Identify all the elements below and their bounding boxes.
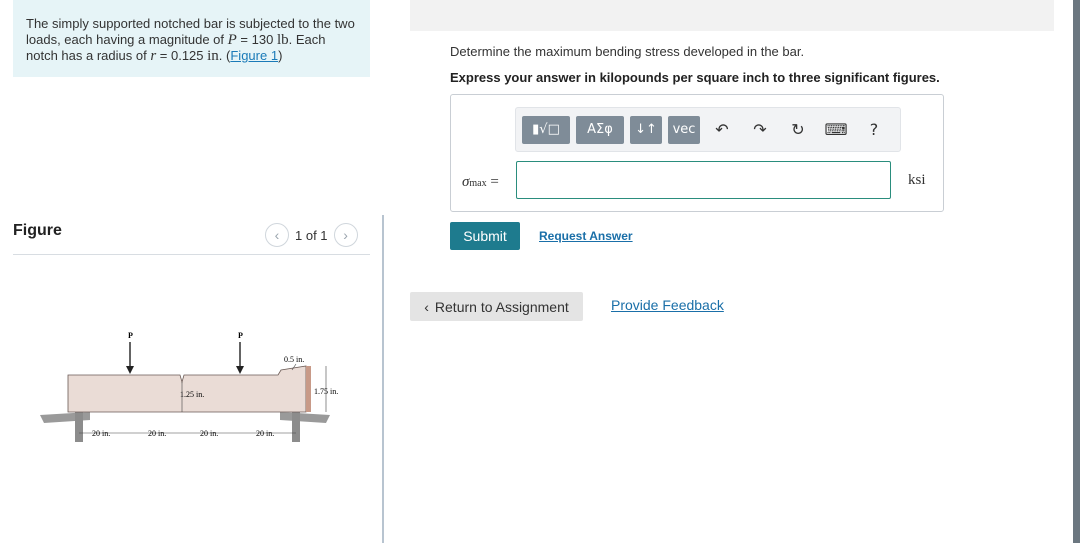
sigma-symbol: σ xyxy=(462,174,470,190)
scrollbar[interactable] xyxy=(1073,0,1080,543)
panel-divider xyxy=(382,215,384,543)
request-answer-link[interactable]: Request Answer xyxy=(539,229,633,243)
r-symbol: r xyxy=(150,48,157,64)
chevron-left-icon: ‹ xyxy=(424,298,429,315)
chevron-left-icon[interactable]: ‹ xyxy=(265,223,289,247)
page-indicator: 1 of 1 xyxy=(295,227,328,243)
span-label-2: 20 in. xyxy=(148,429,167,438)
vec-button[interactable]: vec xyxy=(668,116,700,144)
equals-sign: = xyxy=(486,174,499,190)
p-unit: lb xyxy=(276,32,289,48)
load-arrowhead-2 xyxy=(236,366,244,374)
span-label-3: 20 in. xyxy=(200,429,219,438)
question-prompt: Determine the maximum bending stress developed in the bar. xyxy=(450,44,805,59)
answer-box xyxy=(450,94,944,212)
full-depth-label: 1.75 in. xyxy=(314,387,339,396)
figure-title: Figure xyxy=(13,222,62,239)
chevron-right-icon[interactable]: › xyxy=(334,223,358,247)
span-label-1: 20 in. xyxy=(92,429,111,438)
problem-text: ) xyxy=(278,48,283,63)
part-header xyxy=(410,0,1054,31)
problem-statement xyxy=(13,0,370,77)
problem-text: . ( xyxy=(218,48,231,63)
p-symbol: P xyxy=(227,32,237,48)
reset-icon[interactable]: ↻ xyxy=(791,120,805,139)
reduced-depth-label: 1.25 in. xyxy=(180,390,205,399)
load-label-2: P xyxy=(238,331,243,340)
notch-width-label: 0.5 in. xyxy=(284,355,305,364)
right-support xyxy=(280,412,330,423)
p-value: = 130 xyxy=(236,32,277,47)
notched-bar xyxy=(68,366,306,412)
help-button[interactable]: ? xyxy=(869,120,879,139)
figure-pager xyxy=(265,223,358,247)
sigma-label xyxy=(462,174,499,191)
provide-feedback-link[interactable]: Provide Feedback xyxy=(611,297,724,313)
left-panel xyxy=(0,0,383,543)
undo-icon[interactable]: ↶ xyxy=(715,120,729,139)
keyboard-icon[interactable]: ⌨ xyxy=(824,120,848,139)
redo-icon[interactable]: ↷ xyxy=(753,120,767,139)
right-support-post xyxy=(292,412,300,442)
question-instruction: Express your answer in kilopounds per square inch to three significant figures. xyxy=(450,70,940,85)
notched-bar-figure xyxy=(30,320,360,470)
math-templates-icon[interactable]: ▮√□ xyxy=(522,116,570,144)
return-label: Return to Assignment xyxy=(434,298,569,315)
load-arrowhead-1 xyxy=(126,366,134,374)
r-unit: in xyxy=(207,48,219,64)
sigma-subscript: max xyxy=(469,178,487,189)
span-label-4: 20 in. xyxy=(256,429,275,438)
submit-button[interactable]: Submit xyxy=(450,222,520,250)
bar-end-face xyxy=(306,366,311,412)
problem-text: . Each notch has a radius of xyxy=(26,32,326,63)
return-to-assignment-button[interactable] xyxy=(410,292,583,321)
divider xyxy=(13,254,370,255)
left-support-post xyxy=(75,412,83,442)
answer-input[interactable] xyxy=(516,161,891,199)
problem-text: The simply supported notched bar is subjected to the two loads, each having a magnitude of xyxy=(26,16,355,47)
unit-label: ksi xyxy=(908,172,926,188)
greek-button[interactable]: ΑΣφ xyxy=(576,116,624,144)
figure-link[interactable]: Figure 1 xyxy=(230,48,279,63)
arrows-button[interactable]: ↓↑ xyxy=(630,116,662,144)
load-label-1: P xyxy=(128,331,133,340)
math-toolbar xyxy=(515,107,901,152)
r-value: = 0.125 xyxy=(156,48,208,63)
